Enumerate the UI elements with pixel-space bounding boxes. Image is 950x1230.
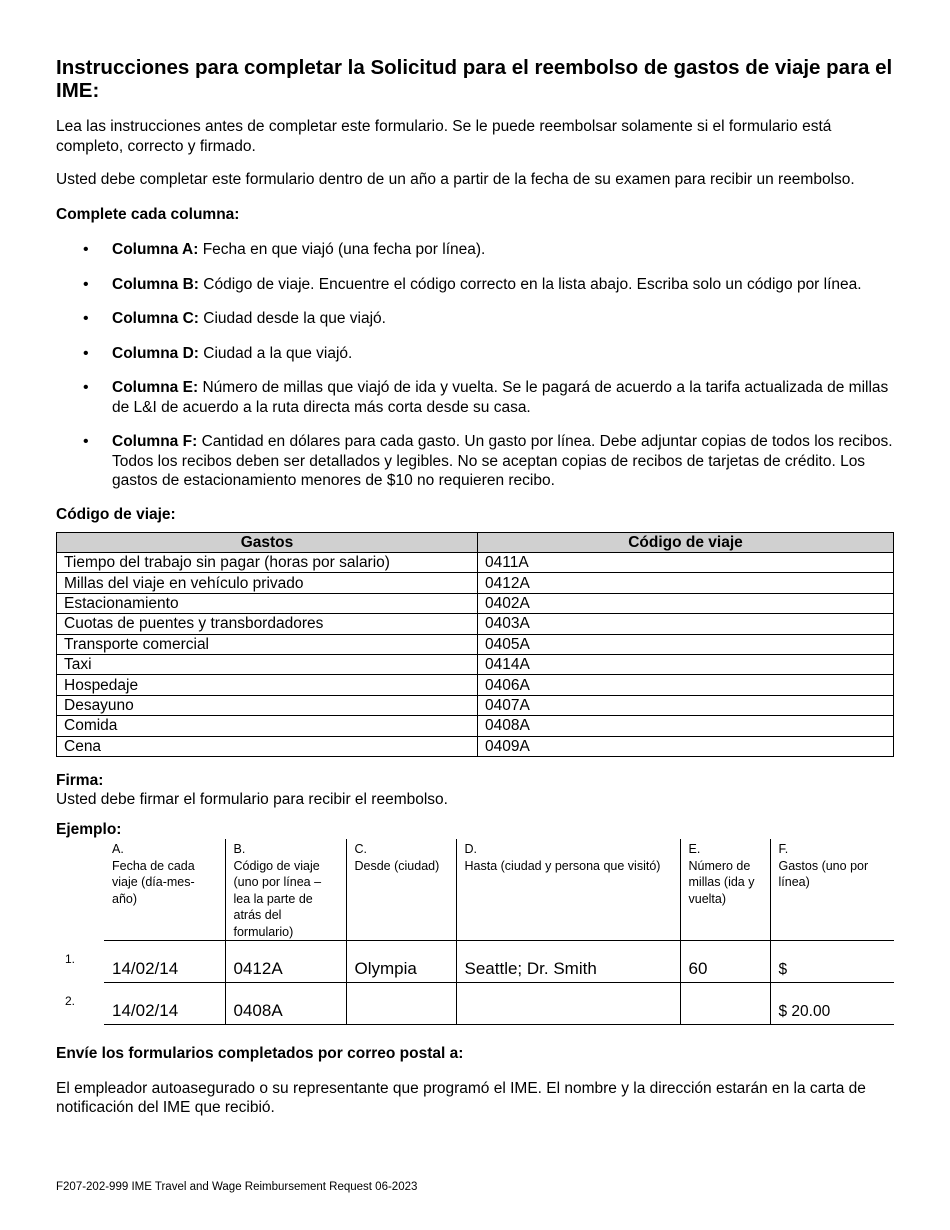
list-item <box>56 309 896 329</box>
table-row <box>57 634 894 654</box>
list-item <box>56 240 896 260</box>
header-text: B. Código de viaje (uno por línea – lea la parte de atrás del formulario) <box>233 842 322 939</box>
example-heading: Ejemplo: <box>56 821 122 839</box>
signature-text: Usted debe firmar el formulario para recibir el reembolso. <box>56 790 448 808</box>
example-table <box>104 839 894 1025</box>
page-title: Instrucciones para completar la Solicitud para el reembolso de gastos de viaje para el IME: <box>56 56 893 102</box>
intro-paragraph-1: Lea las instrucciones antes de completar este formulario. Se le puede reembolsar solamente si el formulario está completo, correcto y firmado. <box>56 118 832 155</box>
list-item <box>56 432 896 491</box>
example-form <box>56 839 896 1029</box>
table-row <box>57 675 894 695</box>
signature-section <box>56 771 896 810</box>
column-label: Columna A: <box>112 241 199 258</box>
code-cell: 0407A <box>478 695 894 715</box>
example-cell: 60 <box>680 941 770 983</box>
code-cell: 0414A <box>478 654 894 674</box>
example-cell <box>456 983 680 1025</box>
example-header-e <box>680 839 770 941</box>
mail-heading: Envíe los formularios completados por correo postal a: <box>56 1045 464 1063</box>
column-text: Ciudad a la que viajó. <box>203 344 353 362</box>
bullet-icon: • <box>83 275 89 293</box>
example-cell: Olympia <box>346 941 456 983</box>
column-text: Número de millas que viajó de ida y vuelta. Se le pagará de acuerdo a la tarifa actualizada de millas de L&I de acuerdo a la ruta directa más corta desde su casa. <box>112 379 889 416</box>
example-cell: 14/02/14 <box>104 941 225 983</box>
table-row <box>57 695 894 715</box>
row-number: 2. <box>65 994 76 1009</box>
expense-cell: Tiempo del trabajo sin pagar (horas por salario) <box>57 553 478 573</box>
code-cell: 0408A <box>478 716 894 736</box>
table-row <box>57 736 894 756</box>
bullet-icon: • <box>83 379 89 396</box>
column-text: Fecha en que viajó (una fecha por línea). <box>202 241 486 258</box>
travel-codes-body <box>57 553 894 757</box>
table-row <box>57 614 894 634</box>
code-cell: 0412A <box>478 573 894 593</box>
example-cell: 0408A <box>225 983 346 1025</box>
column-text: Ciudad desde la que viajó. <box>203 310 386 327</box>
column-label: Columna B: <box>112 275 199 293</box>
header-text: D. Hasta (ciudad y persona que visitó) <box>464 842 661 873</box>
column-header-code: Código de viaje <box>478 533 894 553</box>
columns-heading: Complete cada columna: <box>56 205 240 223</box>
code-cell: 0403A <box>478 614 894 634</box>
expense-cell: Cena <box>57 736 478 756</box>
expense-cell: Hospedaje <box>57 675 478 695</box>
code-cell: 0405A <box>478 634 894 654</box>
code-cell: 0411A <box>478 553 894 573</box>
column-text: Cantidad en dólares para cada gasto. Un gasto por línea. Debe adjuntar copias de todos los recibos. Todos los recibos deben ser detallados y legibles. No se aceptan copias de recibos de tarjetas de crédito. Los gastos de estacionamiento menores de $10 no requieren recibo. <box>112 433 893 489</box>
example-cell <box>346 983 456 1025</box>
column-label: Columna F: <box>112 433 198 450</box>
table-row <box>57 573 894 593</box>
column-label: Columna D: <box>112 344 199 362</box>
expense-cell: Estacionamiento <box>57 593 478 613</box>
example-header-f <box>770 839 894 941</box>
example-header-b <box>225 839 346 941</box>
column-text: Código de viaje. Encuentre el código correcto en la lista abajo. Escriba solo un código por línea. <box>203 275 862 293</box>
expense-cell: Millas del viaje en vehículo privado <box>57 573 478 593</box>
columns-list <box>56 240 896 491</box>
travel-codes-table <box>56 532 894 757</box>
bullet-icon: • <box>83 241 89 258</box>
example-header-d <box>456 839 680 941</box>
travel-code-heading: Código de viaje: <box>56 505 176 523</box>
bullet-icon: • <box>83 344 89 362</box>
table-row <box>57 593 894 613</box>
example-header-row <box>104 839 894 941</box>
document-page <box>56 56 896 1118</box>
bullet-icon: • <box>83 310 89 327</box>
bullet-icon: • <box>83 433 89 450</box>
example-cell: 14/02/14 <box>104 983 225 1025</box>
example-cell: Seattle; Dr. Smith <box>456 941 680 983</box>
header-text: F. Gastos (uno por línea) <box>778 842 869 890</box>
example-header-a <box>104 839 225 941</box>
expense-cell: Transporte comercial <box>57 634 478 654</box>
column-label: Columna E: <box>112 379 199 396</box>
expense-cell: Desayuno <box>57 695 478 715</box>
mail-text: El empleador autoasegurado o su representante que programó el IME. El nombre y la dirección estarán en la carta de notificación del IME que recibió. <box>56 1079 866 1117</box>
table-row <box>57 654 894 674</box>
header-text: C. Desde (ciudad) <box>354 842 440 873</box>
header-text: A. Fecha de cada viaje (día-mes-año) <box>112 842 195 906</box>
intro-paragraph-2: Usted debe completar este formulario dentro de un año a partir de la fecha de su examen para recibir un reembolso. <box>56 171 855 188</box>
table-row <box>57 553 894 573</box>
column-header-expenses: Gastos <box>57 533 478 553</box>
table-row <box>104 983 894 1025</box>
example-cell: 0412A <box>225 941 346 983</box>
expense-cell: Cuotas de puentes y transbordadores <box>57 614 478 634</box>
example-header-c <box>346 839 456 941</box>
example-cell <box>680 983 770 1025</box>
example-cell: $ 20.00 <box>770 983 894 1025</box>
column-label: Columna C: <box>112 310 199 327</box>
expense-cell: Taxi <box>57 654 478 674</box>
table-row <box>104 941 894 983</box>
list-item <box>56 275 896 295</box>
code-cell: 0409A <box>478 736 894 756</box>
row-number: 1. <box>65 952 76 967</box>
code-cell: 0402A <box>478 593 894 613</box>
table-row <box>57 716 894 736</box>
expense-cell: Comida <box>57 716 478 736</box>
code-cell: 0406A <box>478 675 894 695</box>
example-cell: $ <box>770 941 894 983</box>
signature-heading: Firma: <box>56 771 104 789</box>
form-footer: F207-202-999 IME Travel and Wage Reimbursement Request 06-2023 <box>56 1181 418 1193</box>
header-text: E. Número de millas (ida y vuelta) <box>688 842 755 906</box>
table-header-row <box>57 533 894 553</box>
list-item <box>56 344 896 364</box>
list-item <box>56 378 896 417</box>
